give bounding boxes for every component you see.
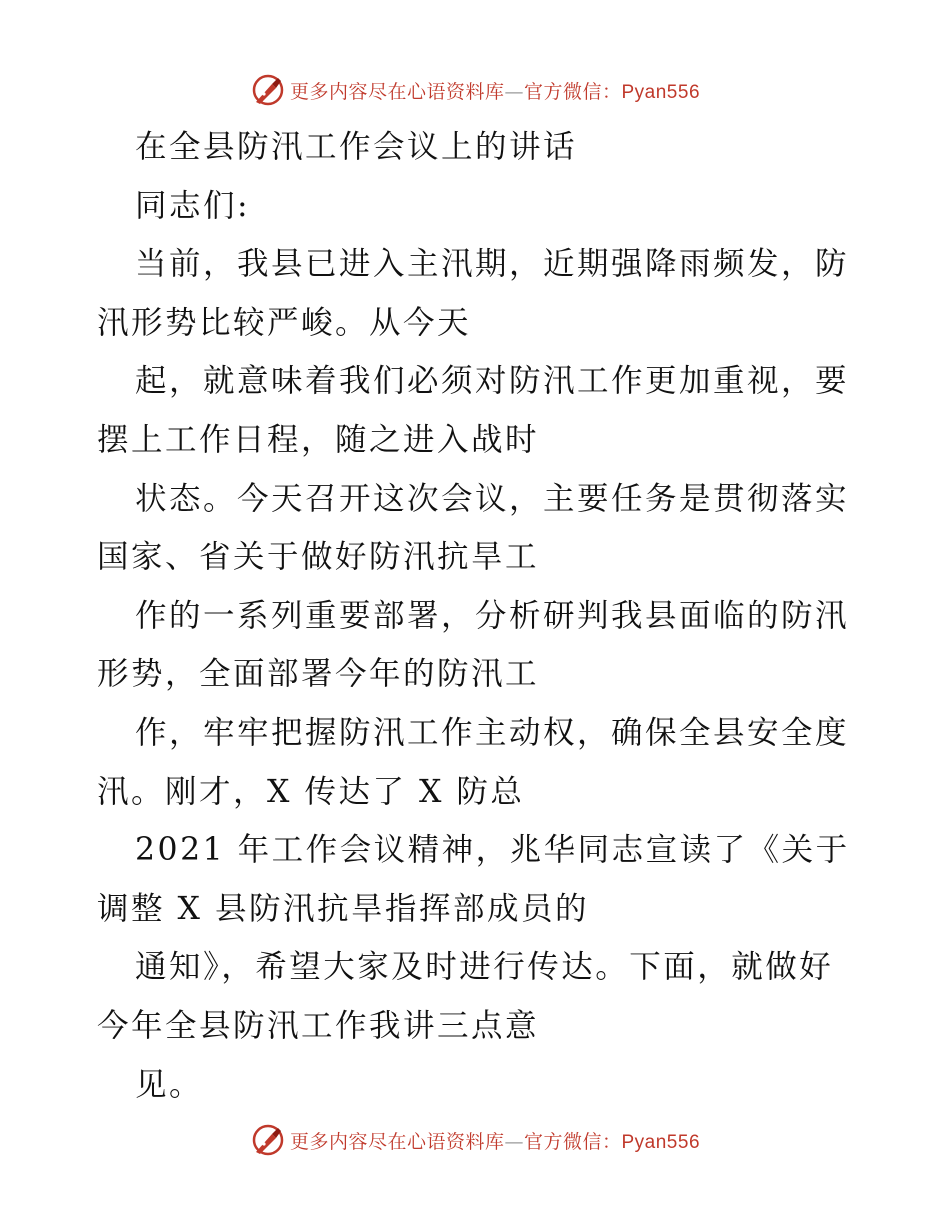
footer-banner	[0, 1120, 950, 1160]
banner-separator: —	[504, 80, 524, 103]
body-line: 状态。今天召开这次会议，主要任务是贯彻落实	[135, 480, 850, 517]
banner-wechat-label: 官方微信：	[523, 80, 622, 103]
salutation: 同志们:	[135, 187, 251, 224]
body-line: 今年全县防汛工作我讲三点意	[97, 1007, 540, 1044]
banner-text	[290, 77, 700, 104]
body-line: 国家、省关于做好防汛抗旱工	[97, 539, 540, 576]
body-line: 形势，全面部署今年的防汛工	[97, 656, 540, 693]
body-line: 2021 年工作会议精神，兆华同志宣读了《关于	[135, 832, 850, 869]
body-line: 作的一系列重要部署，分析研判我县面临的防汛	[135, 597, 850, 634]
body-line: 通知》，希望大家及时进行传达。下面，就做好	[135, 949, 834, 986]
body-line: 作，牢牢把握防汛工作主动权，确保全县安全度	[135, 714, 850, 751]
banner-separator: —	[504, 1130, 524, 1153]
body-line: 汛。刚才，X 传达了 X 防总	[97, 773, 525, 810]
body-line: 当前，我县已进入主汛期，近期强降雨频发，防	[135, 246, 850, 283]
body-line: 见。	[135, 1066, 204, 1103]
banner-main-text: 更多内容尽在心语资料库	[289, 1130, 505, 1153]
body-line: 起，就意味着我们必须对防汛工作更加重视，要	[135, 363, 850, 400]
banner-wechat-label: 官方微信：	[523, 1130, 622, 1153]
document-title: 在全县防汛工作会议上的讲话	[135, 129, 578, 165]
banner-handle: Pyan556	[621, 81, 701, 103]
document-body	[97, 118, 857, 1114]
header-banner	[0, 70, 950, 110]
body-line: 汛形势比较严峻。从今天	[97, 304, 472, 341]
banner-text	[290, 1127, 700, 1154]
body-line: 调整 X 县防汛抗旱指挥部成员的	[97, 890, 589, 927]
banner-handle: Pyan556	[621, 1131, 701, 1153]
pen-nib-circle-icon	[250, 72, 286, 108]
pen-nib-circle-icon	[250, 1122, 286, 1158]
body-line: 摆上工作日程，随之进入战时	[97, 421, 540, 458]
banner-main-text: 更多内容尽在心语资料库	[289, 80, 505, 103]
